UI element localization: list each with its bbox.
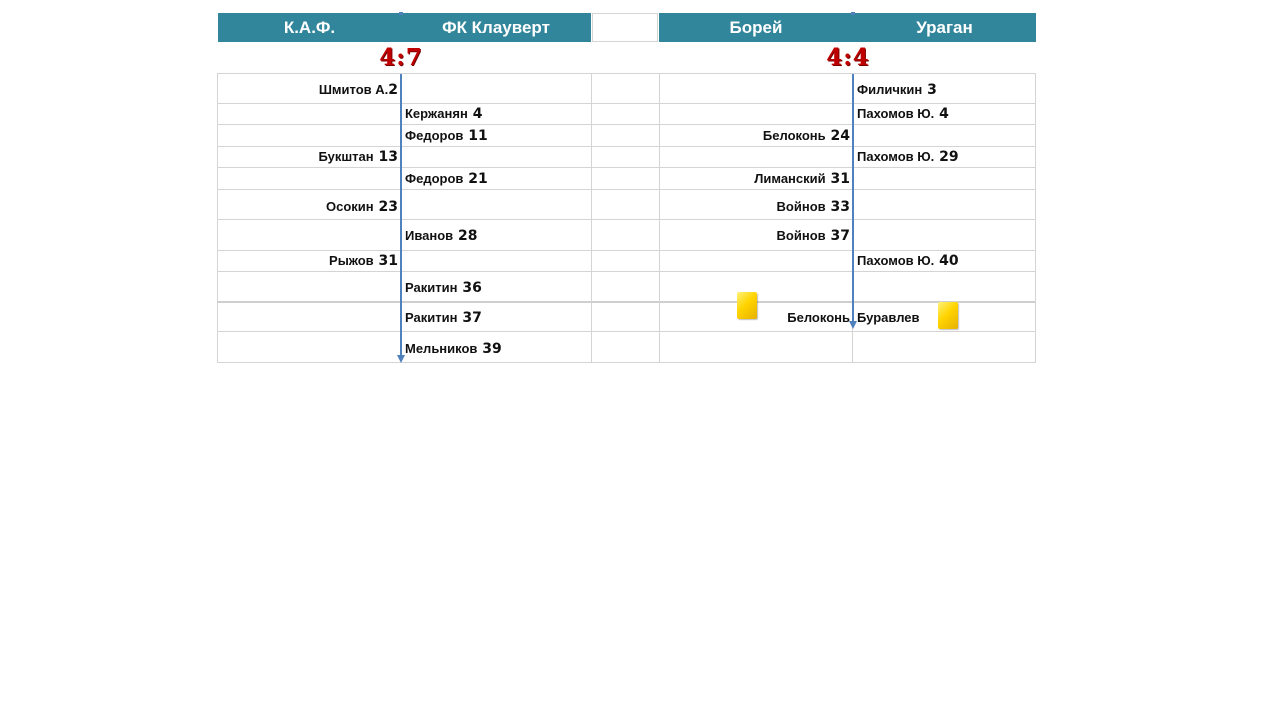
row-divider: [592, 103, 659, 104]
player-name: Пахомов Ю.: [857, 106, 935, 121]
row-divider: [659, 167, 1036, 168]
player-name: Букштан: [318, 149, 374, 164]
player-name: Лиманский: [754, 171, 826, 186]
player-name: Кержанян: [405, 106, 468, 121]
row-divider: [592, 167, 659, 168]
row-divider: [592, 146, 659, 147]
goal-minute: 28: [453, 228, 478, 244]
home-event: [319, 82, 398, 98]
player-name: Войнов: [776, 228, 826, 243]
player-name: Шмитов А.: [318, 82, 389, 97]
yellow-card-icon: [938, 302, 958, 329]
row-divider: [659, 301, 1036, 303]
goal-minute: 24: [825, 128, 850, 144]
row-divider: [659, 362, 1036, 363]
row-divider: [592, 271, 659, 272]
player-name: Пахомов Ю.: [857, 149, 935, 164]
goal-minute: 4: [934, 106, 949, 122]
away-event: [857, 149, 959, 165]
row-divider: [217, 301, 592, 303]
column-divider: [1035, 73, 1036, 362]
away-event: [405, 310, 482, 326]
away-event: [405, 341, 502, 357]
goal-minute: 31: [825, 171, 850, 187]
match1-timeline: [400, 74, 402, 356]
row-divider: [592, 250, 659, 251]
away-event: [405, 171, 488, 187]
match1-timeline-tick: [399, 12, 403, 15]
player-name: Войнов: [776, 199, 826, 214]
yellow-card-icon: [737, 292, 757, 319]
player-name: Осокин: [326, 199, 374, 214]
match2-timeline-arrow: [849, 321, 857, 329]
row-divider: [659, 331, 1036, 332]
match1-home-team: К.А.Ф.: [283, 18, 336, 37]
goal-minute: 29: [934, 149, 959, 165]
gap-cell: [592, 13, 658, 42]
match1-timeline-arrow: [397, 355, 405, 363]
row-divider: [217, 219, 592, 220]
match2-away-team: Ураган: [916, 18, 973, 37]
player-name: Буравлев: [857, 310, 920, 325]
row-divider: [217, 189, 592, 190]
home-event: [754, 171, 850, 187]
row-divider: [217, 124, 592, 125]
column-divider: [217, 73, 218, 362]
row-divider: [592, 189, 659, 190]
goal-minute: 36: [457, 280, 482, 296]
away-event: [405, 128, 488, 144]
column-divider: [591, 73, 592, 362]
row-divider: [659, 271, 1036, 272]
player-name: Федоров: [405, 128, 464, 143]
row-divider: [659, 124, 1036, 125]
row-divider: [217, 73, 592, 74]
match1-score: 4:7: [379, 44, 423, 71]
goal-minute: 4: [467, 106, 483, 122]
goal-minute: 13: [373, 149, 398, 165]
match2-score: 4:4: [826, 44, 870, 71]
away-event: [857, 82, 937, 98]
row-divider: [659, 250, 1036, 251]
goal-minute: 31: [373, 253, 398, 269]
row-divider: [592, 362, 659, 363]
match2-home-team: Борей: [729, 18, 783, 37]
player-name: Ракитин: [405, 310, 458, 325]
match2-timeline-tick: [851, 12, 855, 15]
goal-minute: 39: [477, 341, 502, 357]
goal-minute: 23: [373, 199, 398, 215]
home-event: [787, 310, 850, 326]
goal-minute: 37: [457, 310, 482, 326]
player-name: Белоконь: [787, 310, 850, 325]
row-divider: [592, 124, 659, 125]
row-divider: [217, 271, 592, 272]
player-name: Федоров: [405, 171, 464, 186]
away-event: [857, 310, 920, 326]
goal-minute: 11: [463, 128, 488, 144]
home-event: [763, 128, 850, 144]
player-name: Ракитин: [405, 280, 458, 295]
row-divider: [659, 189, 1036, 190]
row-divider: [659, 146, 1036, 147]
row-divider: [217, 146, 592, 147]
player-name: Иванов: [405, 228, 454, 243]
match2-timeline: [852, 74, 854, 322]
home-event: [326, 199, 398, 215]
home-event: [777, 228, 850, 244]
goal-minute: 40: [934, 253, 959, 269]
goal-minute: 21: [463, 171, 488, 187]
match1-away-team: ФК Клауверт: [442, 18, 550, 37]
player-name: Филичкин: [857, 82, 923, 97]
goal-minute: 2: [388, 82, 398, 98]
away-event: [405, 280, 482, 296]
player-name: Пахомов Ю.: [857, 253, 935, 268]
player-name: Белоконь: [762, 128, 826, 143]
home-event: [318, 149, 398, 165]
goal-minute: 3: [922, 82, 937, 98]
row-divider: [592, 301, 659, 303]
goal-minute: 33: [825, 199, 850, 215]
row-divider: [659, 73, 1036, 74]
away-event: [857, 253, 959, 269]
row-divider: [217, 250, 592, 251]
row-divider: [217, 167, 592, 168]
player-name: Рыжов: [329, 253, 374, 268]
home-event: [777, 199, 850, 215]
row-divider: [592, 219, 659, 220]
row-divider: [659, 219, 1036, 220]
away-event: [405, 228, 478, 244]
home-event: [329, 253, 398, 269]
row-divider: [659, 103, 1036, 104]
row-divider: [217, 331, 592, 332]
away-event: [405, 106, 482, 122]
column-divider: [659, 73, 660, 362]
away-event: [857, 106, 949, 122]
row-divider: [592, 331, 659, 332]
row-divider: [217, 103, 592, 104]
goal-minute: 37: [825, 228, 850, 244]
row-divider: [592, 73, 659, 74]
player-name: Мельников: [405, 341, 478, 356]
